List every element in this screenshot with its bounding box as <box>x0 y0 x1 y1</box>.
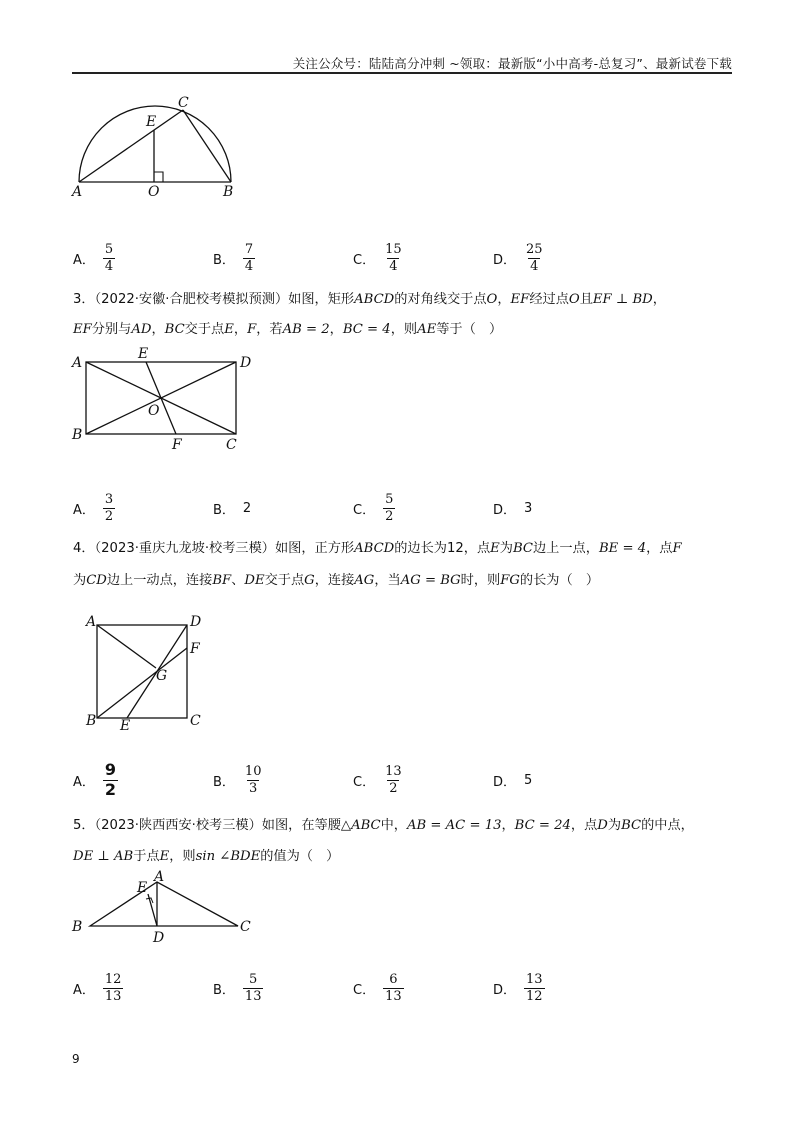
chord-bc <box>183 110 231 182</box>
option-a[interactable]: A． $\frac{5}{4}$ <box>73 241 114 274</box>
label-b: B <box>72 427 83 443</box>
triangle-figure <box>68 868 268 948</box>
page-number: 9 <box>72 1052 80 1066</box>
q2-options <box>73 238 673 278</box>
q3-stem-line1: 3．（2022·安徽·合肥校考模拟预测）如图，矩形ABCD的对角线交于点O，EF经过点O且EF ⊥ BD， <box>73 292 666 307</box>
header-divider <box>72 72 732 74</box>
label-c: C <box>240 919 251 935</box>
option-a[interactable]: A． $\frac{9}{2}$ <box>73 759 117 799</box>
label-a: A <box>72 355 83 371</box>
option-c[interactable]: C． $\frac{5}{2}$ <box>353 491 394 524</box>
label-g: G <box>156 668 168 684</box>
option-d[interactable]: D． 5 <box>493 772 533 790</box>
label-e: E <box>120 718 131 734</box>
segment-ef <box>146 362 176 434</box>
square-abcd <box>97 625 187 718</box>
fraction: $\frac{5}{4}$ <box>104 241 114 274</box>
label-c: C <box>178 95 189 111</box>
fraction: $\frac{3}{2}$ <box>104 491 114 524</box>
q4-stem-line2: 为CD边上一动点，连接BF、DE交于点G，连接AG，当AG = BG时，则FG的长为（ ） <box>73 573 600 588</box>
fraction: $\frac{13}{12}$ <box>526 971 543 1004</box>
label-o: O <box>148 403 160 419</box>
label-e: E <box>138 346 149 362</box>
q5-stem-line2: DE ⊥ AB于点E，则sin ∠BDE的值为（ ） <box>73 849 340 864</box>
option-c[interactable]: C． $\frac{13}{2}$ <box>353 763 402 796</box>
label-e: E <box>146 114 157 130</box>
option-a[interactable]: A． $\frac{3}{2}$ <box>73 491 114 524</box>
label-b: B <box>223 184 234 200</box>
q5-stem-line1: 5．（2023·陕西西安·校考三模）如图，在等腰△ABC中，AB = AC = 13，BC = 24，点D为BC的中点， <box>73 818 694 833</box>
fraction: $\frac{6}{13}$ <box>385 971 402 1004</box>
option-b[interactable]: B． 2 <box>213 500 252 518</box>
option-d[interactable]: D． $\frac{25}{4}$ <box>493 241 543 274</box>
option-b[interactable]: B． $\frac{10}{3}$ <box>213 763 262 796</box>
q5-options <box>73 968 673 1008</box>
label-a: A <box>154 869 165 885</box>
label-f: F <box>172 437 182 453</box>
option-a[interactable]: A． $\frac{12}{13}$ <box>73 971 122 1004</box>
option-d[interactable]: D． $\frac{13}{12}$ <box>493 971 543 1004</box>
q3-options <box>73 488 673 528</box>
rectangle-figure <box>68 345 258 455</box>
label-d: D <box>240 355 252 371</box>
right-angle-mark <box>154 172 163 182</box>
fraction: $\frac{15}{4}$ <box>385 241 402 274</box>
q3-stem-line2: EF分别与AD，BC交于点E，F，若AB = 2，BC = 4，则AE等于（ ） <box>73 322 503 337</box>
square-figure <box>80 608 220 736</box>
q4-stem-line1: 4．（2023·重庆九龙坡·校考三模）如图，正方形ABCD的边长为12，点E为BC边上一点，BE = 4，点F <box>73 541 682 556</box>
label-d: D <box>190 614 202 630</box>
label-b: B <box>72 919 83 935</box>
fraction: $\frac{5}{2}$ <box>385 491 394 524</box>
label-o: O <box>148 184 160 200</box>
fraction: $\frac{5}{13}$ <box>244 971 262 1004</box>
label-d: D <box>153 930 165 946</box>
fraction: $\frac{7}{4}$ <box>244 241 254 274</box>
label-c: C <box>226 437 237 453</box>
label-a: A <box>86 614 97 630</box>
segment-ag <box>97 625 156 668</box>
label-e: E <box>137 880 148 896</box>
fraction: $\frac{10}{3}$ <box>244 763 262 796</box>
label-c: C <box>190 713 201 729</box>
option-b[interactable]: B． $\frac{7}{4}$ <box>213 241 254 274</box>
fraction: $\frac{9}{2}$ <box>104 759 117 799</box>
q4-options <box>73 760 673 800</box>
option-d[interactable]: D． 3 <box>493 500 533 518</box>
triangle-abc <box>90 882 238 926</box>
option-c[interactable]: C． $\frac{6}{13}$ <box>353 971 402 1004</box>
fraction: $\frac{12}{13}$ <box>104 971 122 1004</box>
option-b[interactable]: B． $\frac{5}{13}$ <box>213 971 262 1004</box>
label-a: A <box>72 184 83 200</box>
fraction: $\frac{13}{2}$ <box>385 763 402 796</box>
page-header: 关注公众号：陆陆高分冲刺 ~领取：最新版“小中高考-总复习”、最新试卷下载 <box>292 56 732 71</box>
option-c[interactable]: C． $\frac{15}{4}$ <box>353 241 402 274</box>
label-b: B <box>86 713 97 729</box>
fraction: $\frac{25}{4}$ <box>526 241 543 274</box>
chord-ac <box>79 110 183 182</box>
semicircle-figure <box>68 90 248 202</box>
label-f: F <box>190 641 200 657</box>
